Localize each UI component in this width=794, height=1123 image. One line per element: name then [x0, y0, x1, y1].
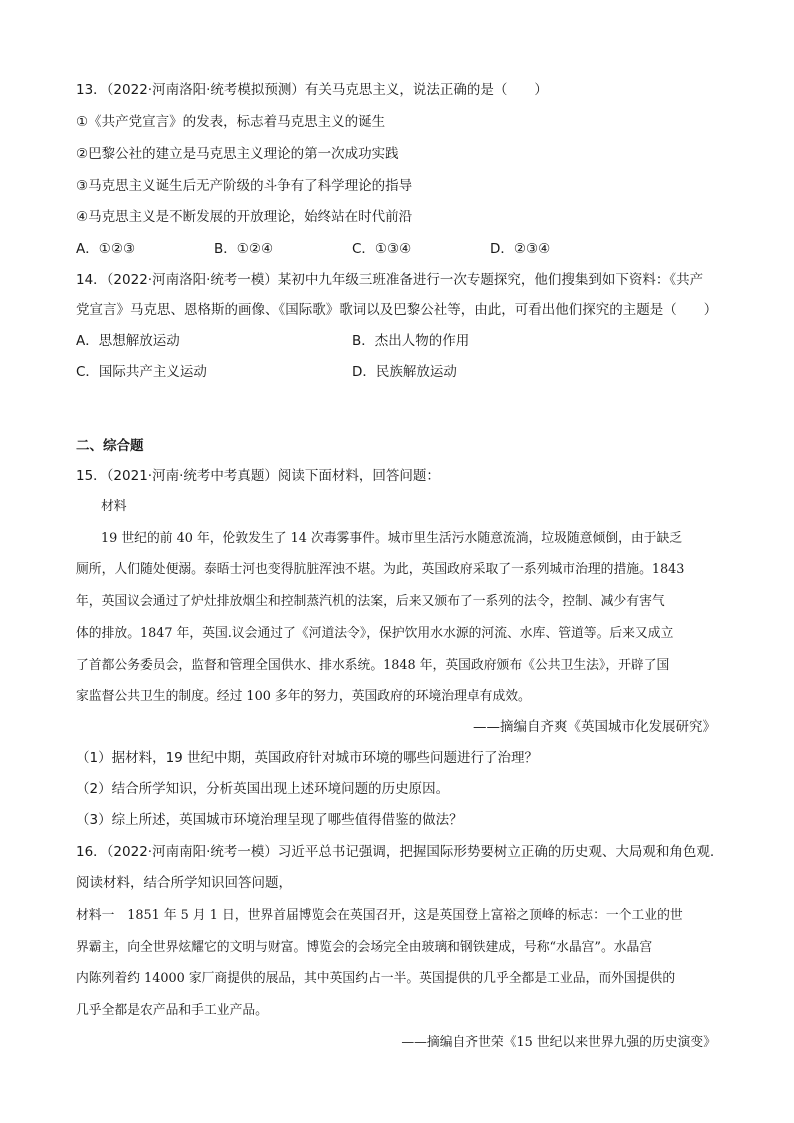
q16-material-line-4: 几乎全都是农产品和手工业产品。 [76, 1003, 268, 1018]
q13-option-c: C．①③④ [352, 241, 412, 257]
q15-stem: 15．（2021·河南·统考中考真题）阅读下面材料，回答问题： [76, 468, 440, 484]
q13-option-a: A．①②③ [76, 241, 136, 257]
q15-material-line-2: 厕所，人们随处便溺。泰晤士河也变得肮脏浑浊不堪。为此，英国政府采取了一系列城市治理的措施。1843 [76, 562, 685, 577]
q13-stem: 13．（2022·河南洛阳·统考模拟预测）有关马克思主义，说法正确的是（ ） [76, 82, 548, 98]
section-title: 二、综合题 [76, 438, 144, 454]
q14-option-c: C．国际共产主义运动 [76, 364, 207, 380]
q13-option-b: B．①②④ [214, 241, 274, 257]
q13-item-2: ②巴黎公社的建立是马克思主义理论的第一次成功实践 [76, 146, 399, 162]
q15-material-line-1: 19 世纪的前 40 年，伦敦发生了 14 次毒雾事件。城市里生活污水随意流淌，垃圾随意倾倒，由于缺乏 [101, 531, 683, 546]
q15-question-1: （1）据材料，19 世纪中期，英国政府针对城市环境的哪些问题进行了治理？ [76, 750, 539, 766]
q16-material-line-2: 界霸主，向全世界炫耀它的文明与财富。博览会的会场完全由玻璃和钢铁建成，号称“水晶宫”。水晶宫 [76, 940, 653, 955]
q16-material-line-3: 内陈列着约 14000 家厂商提供的展品，其中英国约占一半。英国提供的几乎全都是工业品，而外国提供的 [76, 971, 676, 986]
q15-question-3: （3）综上所述，英国城市环境治理呈现了哪些值得借鉴的做法？ [76, 812, 463, 828]
q14-stem-line1: 14．（2022·河南洛阳·统考一模）某初中九年级三班准备进行一次专题探究，他们搜集到如下资料：《共产 [76, 272, 704, 288]
q15-material-line-5: 了首都公务委员会，监督和管理全国供水、排水系统。1848 年，英国政府颁布《公共卫生法》，开辟了国 [76, 658, 670, 673]
q16-stem-line1: 16．（2022·河南南阳·统考一模）习近平总书记强调，把握国际形势要树立正确的历史观、大局观和角色观. [76, 844, 715, 860]
q13-item-3: ③马克思主义诞生后无产阶级的斗争有了科学理论的指导 [76, 178, 413, 194]
q14-option-d: D．民族解放运动 [352, 364, 457, 380]
q15-material-line-3: 年，英国议会通过了炉灶排放烟尘和控制蒸汽机的法案，后来又颁布了一系列的法令，控制、减少有害气 [76, 594, 665, 609]
q16-stem-line2: 阅读材料，结合所学知识回答问题， [76, 875, 292, 891]
q15-material-label: 材料 [101, 499, 127, 514]
q15-question-2: （2）结合所学知识，分析英国出现上述环境问题的历史原因。 [76, 781, 450, 797]
q13-option-d: D．②③④ [490, 241, 551, 257]
q16-source: ——摘编自齐世荣《15 世纪以来世界九强的历史演变》 [401, 1035, 716, 1050]
q14-option-a: A．思想解放运动 [76, 333, 180, 349]
q14-stem-line2: 党宣言》马克思、恩格斯的画像、《国际歌》歌词以及巴黎公社等，由此，可看出他们探究的主题是（ ） [76, 302, 718, 318]
q15-material-line-6: 家监督公共卫生的制度。经过 100 多年的努力，英国政府的环境治理卓有成效。 [76, 689, 531, 704]
q16-material-line-1: 材料一 1851 年 5 月 1 日，世界首届博览会在英国召开，这是英国登上富裕之顶峰的标志：一个工业的世 [76, 908, 683, 923]
q15-material-line-4: 体的排放。1847 年，英国.议会通过了《河道法令》，保护饮用水水源的河流、水库、管道等。后来又成立 [76, 626, 674, 641]
q14-option-b: B．杰出人物的作用 [352, 333, 470, 349]
q13-item-1: ①《共产党宣言》的发表，标志着马克思主义的诞生 [76, 114, 386, 130]
q13-item-4: ④马克思主义是不断发展的开放理论，始终站在时代前沿 [76, 209, 413, 225]
q15-source: ——摘编自齐爽《英国城市化发展研究》 [473, 719, 716, 735]
